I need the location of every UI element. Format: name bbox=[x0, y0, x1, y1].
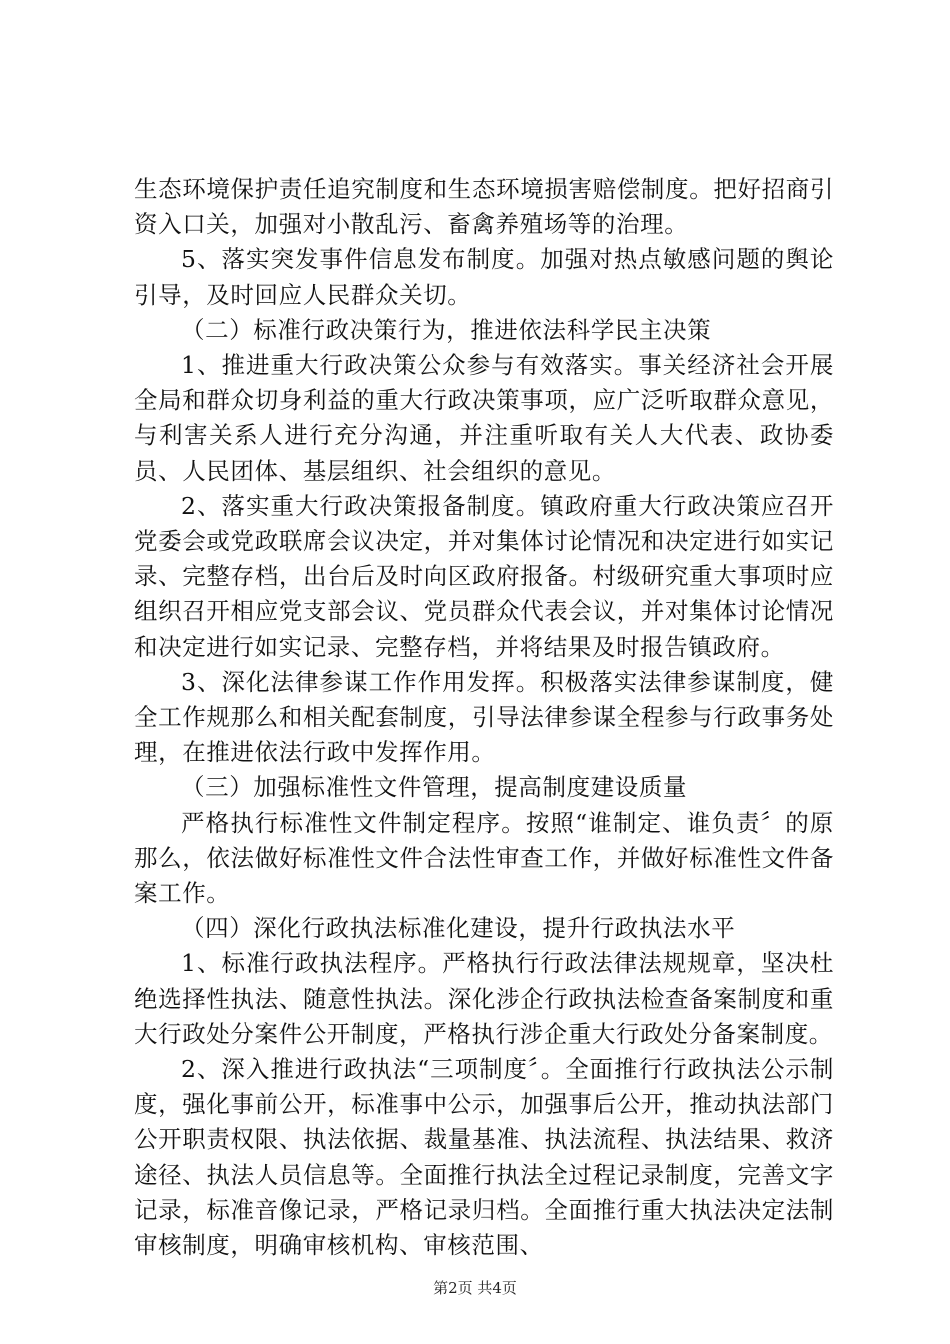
section-heading: （四）深化行政执法标准化建设，提升行政执法水平 bbox=[181, 914, 736, 943]
document-body bbox=[134, 172, 834, 1263]
section-heading: （二）标准行政决策行为，推进依法科学民主决策 bbox=[181, 315, 712, 344]
body-paragraph: 5、落实突发事件信息发布制度。加强对热点敏感问题的舆论引导，及时回应人民群众关切。 bbox=[134, 245, 834, 309]
body-paragraph: 生态环境保护责任追究制度和生态环境损害赔偿制度。把好招商引资入口关，加强对小散乱污、畜禽养殖场等的治理。 bbox=[134, 175, 834, 239]
section-heading: （三）加强标准性文件管理，提高制度建设质量 bbox=[181, 773, 688, 802]
body-paragraph: 3、深化法律参谋工作作用发挥。积极落实法律参谋制度，健全工作规那么和相关配套制度，引导法律参谋全程参与行政事务处理，在推进依法行政中发挥作用。 bbox=[134, 667, 834, 767]
body-paragraph: 1、推进重大行政决策公众参与有效落实。事关经济社会开展全局和群众切身利益的重大行政决策事项，应广泛听取群众意见，与利害关系人进行充分沟通，并注重听取有关人大代表、政协委员、人民团体、基层组织、社会组织的意见。 bbox=[134, 351, 834, 485]
page-number-footer: 第2页 共4页 bbox=[433, 1279, 517, 1297]
body-paragraph: 2、落实重大行政决策报备制度。镇政府重大行政决策应召开党委会或党政联席会议决定，并对集体讨论情况和决定进行如实记录、完整存档，出台后及时向区政府报备。村级研究重大事项时应组织召开相应党支部会议、党员群众代表会议，并对集体讨论情况和决定进行如实记录、完整存档，并将结果及时报告镇政府。 bbox=[134, 491, 834, 661]
body-paragraph: 1、标准行政执法程序。严格执行行政法律法规规章，坚决杜绝选择性执法、随意性执法。深化涉企行政执法检查备案制度和重大行政处分案件公开制度，严格执行涉企重大行政处分备案制度。 bbox=[134, 949, 834, 1048]
body-paragraph: 严格执行标准性文件制定程序。按照“谁制定、谁负责〞的原那么，依法做好标准性文件合法性审查工作，并做好标准性文件备案工作。 bbox=[134, 808, 834, 908]
body-paragraph: 2、深入推进行政执法“三项制度〞。全面推行行政执法公示制度，强化事前公开，标准事中公示，加强事后公开，推动执法部门公开职责权限、执法依据、裁量基准、执法流程、执法结果、救济途径、执法人员信息等。全面推行执法全过程记录制度，完善文字记录，标准音像记录，严格记录归档。全面推行重大执法决定法制审核制度，明确审核机构、审核范围、 bbox=[134, 1055, 834, 1260]
